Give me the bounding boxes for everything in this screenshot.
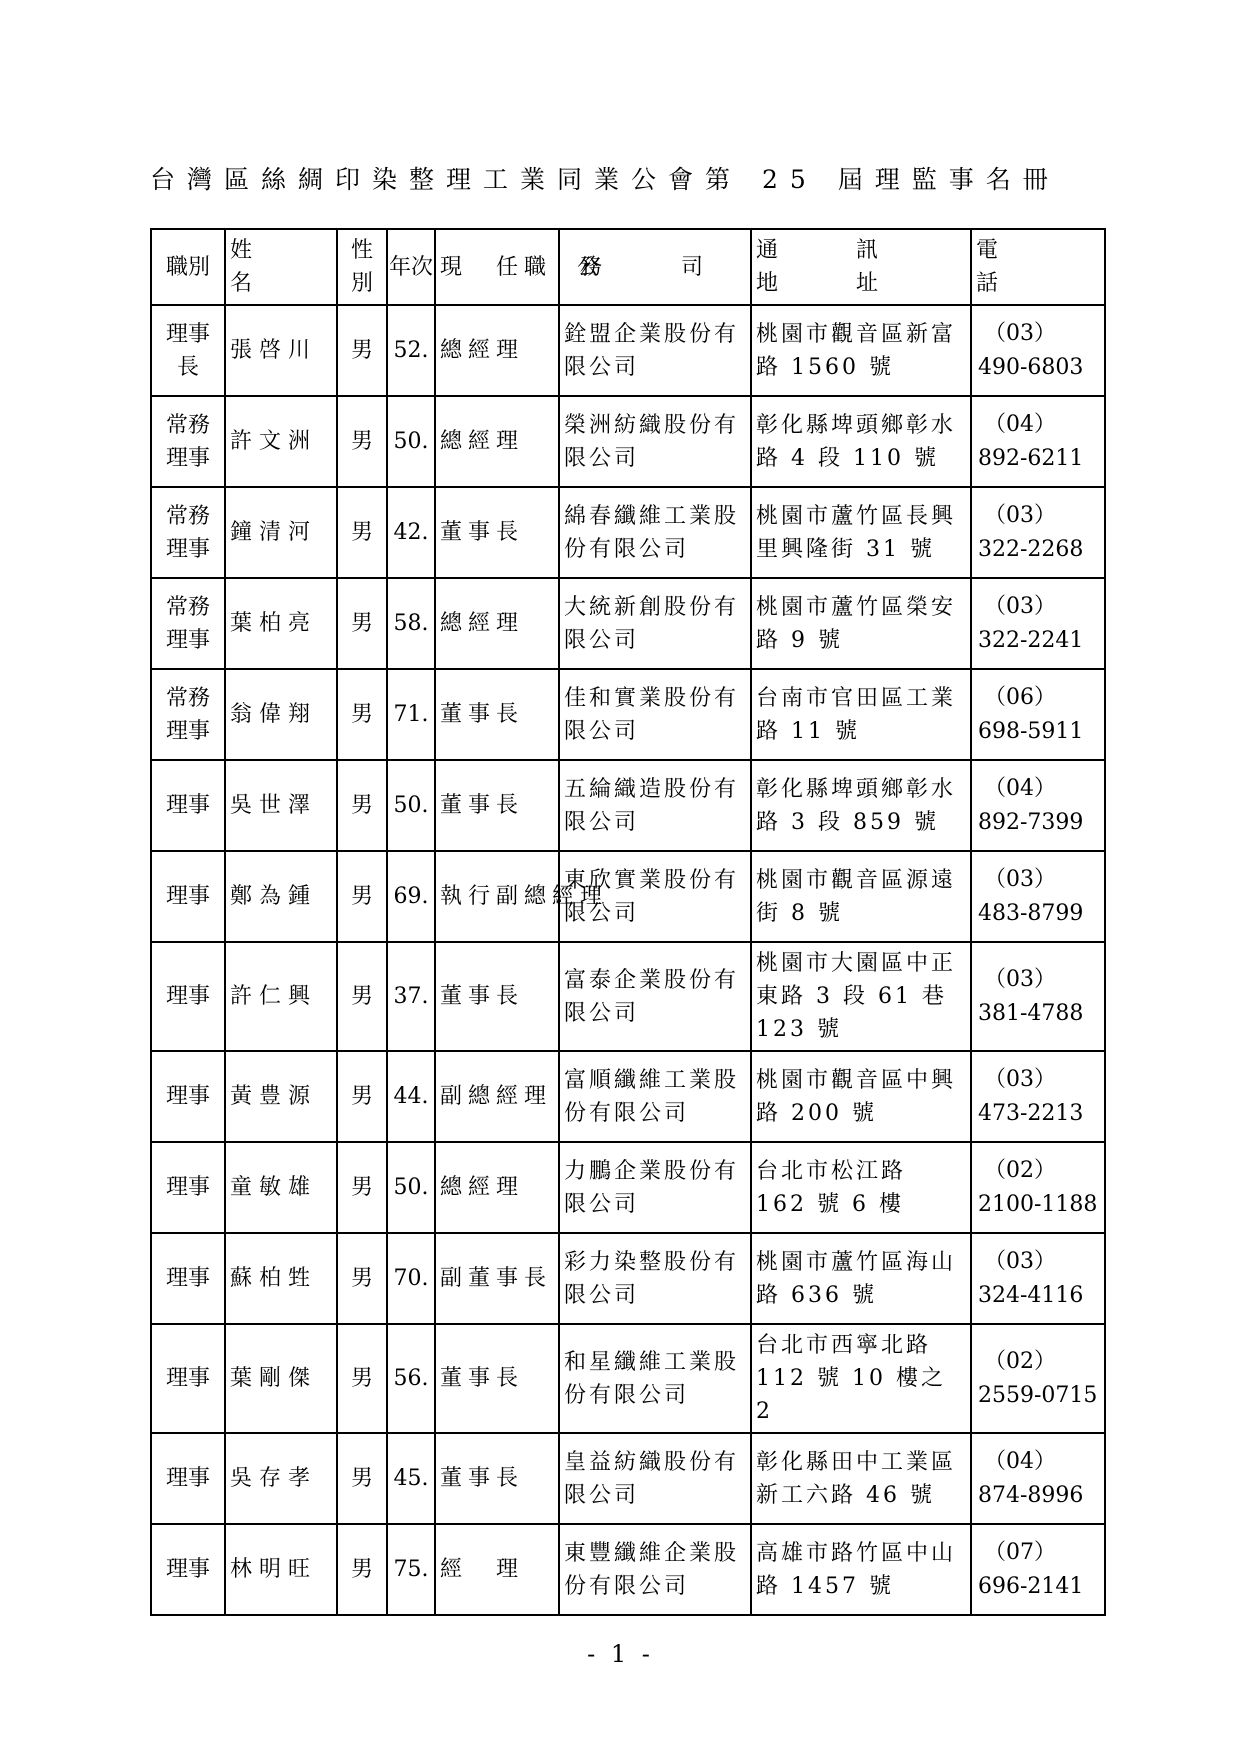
table-row (151, 1433, 1105, 1524)
cell-phone (971, 305, 1105, 396)
cell-role: 理事 (151, 851, 225, 942)
cell-position: 董事長 (435, 1433, 559, 1524)
phone-number: 2559-0715 (978, 1382, 1098, 1408)
header-sex: 性別 (337, 229, 387, 305)
cell-address: 桃園市觀音區新富路 1560 號 (751, 305, 971, 396)
cell-sex: 男 (337, 1324, 387, 1433)
phone-number: 698-5911 (978, 718, 1084, 744)
cell-address: 桃園市蘆竹區長興里興隆街 31 號 (751, 487, 971, 578)
phone-area-code: （04） (984, 1448, 1056, 1474)
cell-position: 董事長 (435, 760, 559, 851)
cell-phone (971, 396, 1105, 487)
cell-company: 皇益紡織股份有限公司 (559, 1433, 751, 1524)
table-row (151, 578, 1105, 669)
cell-position: 總經理 (435, 305, 559, 396)
cell-address: 高雄市路竹區中山路 1457 號 (751, 1524, 971, 1615)
cell-position: 董事長 (435, 669, 559, 760)
cell-age: 71. (387, 669, 435, 760)
cell-company: 榮洲紡織股份有限公司 (559, 396, 751, 487)
cell-name: 吳存孝 (225, 1433, 337, 1524)
cell-sex: 男 (337, 1433, 387, 1524)
cell-sex: 男 (337, 396, 387, 487)
phone-area-code: （06） (984, 684, 1056, 710)
phone-area-code: （07） (984, 1539, 1056, 1565)
cell-address: 彰化縣埤頭鄉彰水路 4 段 110 號 (751, 396, 971, 487)
table-row (151, 851, 1105, 942)
cell-phone (971, 578, 1105, 669)
cell-position: 經 理 (435, 1524, 559, 1615)
phone-number: 2100-1188 (978, 1191, 1098, 1217)
cell-sex: 男 (337, 669, 387, 760)
cell-age: 50. (387, 760, 435, 851)
cell-company: 彩力染整股份有限公司 (559, 1233, 751, 1324)
cell-age: 56. (387, 1324, 435, 1433)
cell-name: 葉柏亮 (225, 578, 337, 669)
phone-number: 892-6211 (978, 445, 1084, 471)
cell-name: 林明旺 (225, 1524, 337, 1615)
cell-name: 許仁興 (225, 942, 337, 1051)
table-row (151, 396, 1105, 487)
phone-area-code: （03） (984, 1248, 1056, 1274)
page-number: - 1 - (587, 1640, 654, 1668)
cell-address: 桃園市蘆竹區榮安路 9 號 (751, 578, 971, 669)
cell-phone (971, 1433, 1105, 1524)
cell-age: 75. (387, 1524, 435, 1615)
cell-position: 總經理 (435, 578, 559, 669)
cell-sex: 男 (337, 942, 387, 1051)
cell-company: 東欣實業股份有限公司 (559, 851, 751, 942)
phone-number: 892-7399 (978, 809, 1084, 835)
cell-age: 52. (387, 305, 435, 396)
cell-role: 常務理事 (151, 396, 225, 487)
phone-area-code: （02） (984, 1348, 1056, 1374)
cell-company: 和星纖維工業股份有限公司 (559, 1324, 751, 1433)
cell-age: 50. (387, 396, 435, 487)
table-row (151, 942, 1105, 1051)
cell-position: 副董事長 (435, 1233, 559, 1324)
phone-number: 322-2268 (978, 536, 1084, 562)
header-address: 通 訊 地 址 (751, 229, 971, 305)
cell-role: 理事長 (151, 305, 225, 396)
cell-position: 總經理 (435, 1142, 559, 1233)
cell-phone (971, 1324, 1105, 1433)
cell-sex: 男 (337, 578, 387, 669)
cell-name: 蘇柏甡 (225, 1233, 337, 1324)
cell-position: 總經理 (435, 396, 559, 487)
table-row (151, 1233, 1105, 1324)
cell-role: 常務理事 (151, 487, 225, 578)
cell-sex: 男 (337, 1233, 387, 1324)
cell-company: 東豐纖維企業股份有限公司 (559, 1524, 751, 1615)
cell-address: 台北市西寧北路 112 號 10 樓之 2 (751, 1324, 971, 1433)
phone-area-code: （03） (984, 1066, 1056, 1092)
cell-phone (971, 942, 1105, 1051)
cell-phone (971, 760, 1105, 851)
table-row (151, 1324, 1105, 1433)
phone-area-code: （03） (984, 593, 1056, 619)
phone-number: 874-8996 (978, 1482, 1084, 1508)
cell-sex: 男 (337, 851, 387, 942)
cell-address: 彰化縣埤頭鄉彰水路 3 段 859 號 (751, 760, 971, 851)
cell-address: 台北市松江路 162 號 6 樓 (751, 1142, 971, 1233)
header-company: 公 司 (559, 229, 751, 305)
table-row (151, 1524, 1105, 1615)
cell-address: 彰化縣田中工業區新工六路 46 號 (751, 1433, 971, 1524)
cell-name: 鄭為鍾 (225, 851, 337, 942)
cell-address: 台南市官田區工業路 11 號 (751, 669, 971, 760)
cell-sex: 男 (337, 487, 387, 578)
cell-age: 37. (387, 942, 435, 1051)
cell-age: 50. (387, 1142, 435, 1233)
cell-address: 桃園市大園區中正東路 3 段 61 巷 123 號 (751, 942, 971, 1051)
cell-company: 富順纖維工業股份有限公司 (559, 1051, 751, 1142)
table-row (151, 1142, 1105, 1233)
cell-sex: 男 (337, 1051, 387, 1142)
phone-area-code: （03） (984, 502, 1056, 528)
cell-address: 桃園市蘆竹區海山路 636 號 (751, 1233, 971, 1324)
cell-name: 翁偉翔 (225, 669, 337, 760)
header-age: 年次 (387, 229, 435, 305)
phone-number: 381-4788 (978, 1000, 1084, 1026)
cell-company: 力鵬企業股份有限公司 (559, 1142, 751, 1233)
cell-position: 董事長 (435, 1324, 559, 1433)
cell-phone (971, 1233, 1105, 1324)
cell-age: 42. (387, 487, 435, 578)
cell-age: 44. (387, 1051, 435, 1142)
table-row (151, 760, 1105, 851)
phone-area-code: （03） (984, 866, 1056, 892)
cell-phone (971, 851, 1105, 942)
cell-age: 58. (387, 578, 435, 669)
cell-role: 常務理事 (151, 669, 225, 760)
table-row (151, 305, 1105, 396)
cell-role: 理事 (151, 760, 225, 851)
cell-name: 黃豊源 (225, 1051, 337, 1142)
cell-position: 執行副總經理 (435, 851, 559, 942)
directors-table (150, 228, 1121, 1616)
cell-role: 理事 (151, 1524, 225, 1615)
phone-number: 483-8799 (978, 900, 1084, 926)
cell-company: 銓盟企業股份有限公司 (559, 305, 751, 396)
cell-sex: 男 (337, 1524, 387, 1615)
header-phone: 電 話 (971, 229, 1105, 305)
table-row (151, 669, 1105, 760)
cell-age: 69. (387, 851, 435, 942)
cell-company: 大統新創股份有限公司 (559, 578, 751, 669)
cell-sex: 男 (337, 1142, 387, 1233)
cell-role: 理事 (151, 1051, 225, 1142)
phone-area-code: （03） (984, 320, 1056, 346)
cell-role: 理事 (151, 1142, 225, 1233)
cell-name: 許文洲 (225, 396, 337, 487)
cell-phone (971, 1051, 1105, 1142)
header-name: 姓 名 (225, 229, 337, 305)
cell-company: 五綸織造股份有限公司 (559, 760, 751, 851)
cell-position: 副總經理 (435, 1051, 559, 1142)
cell-role: 理事 (151, 1433, 225, 1524)
cell-company: 富泰企業股份有限公司 (559, 942, 751, 1051)
cell-address: 桃園市觀音區中興路 200 號 (751, 1051, 971, 1142)
table-row (151, 487, 1105, 578)
cell-age: 45. (387, 1433, 435, 1524)
cell-company: 綿春纖維工業股份有限公司 (559, 487, 751, 578)
table-row (151, 1051, 1105, 1142)
cell-company: 佳和實業股份有限公司 (559, 669, 751, 760)
cell-role: 理事 (151, 1324, 225, 1433)
cell-phone (971, 1142, 1105, 1233)
phone-number: 696-2141 (978, 1573, 1084, 1599)
header-role: 職別 (151, 229, 225, 305)
cell-phone (971, 669, 1105, 760)
phone-number: 490-6803 (978, 354, 1084, 380)
cell-age: 70. (387, 1233, 435, 1324)
phone-area-code: （04） (984, 775, 1056, 801)
cell-address: 桃園市觀音區源遠街 8 號 (751, 851, 971, 942)
cell-name: 童敏雄 (225, 1142, 337, 1233)
table-header-row (151, 229, 1105, 305)
cell-name: 鐘清河 (225, 487, 337, 578)
cell-phone (971, 487, 1105, 578)
phone-number: 473-2213 (978, 1100, 1084, 1126)
phone-number: 322-2241 (978, 627, 1084, 653)
phone-number: 324-4116 (978, 1282, 1084, 1308)
cell-sex: 男 (337, 760, 387, 851)
cell-role: 理事 (151, 1233, 225, 1324)
document-title: 台灣區絲綢印染整理工業同業公會第 25 屆理監事名冊 (150, 165, 1060, 194)
cell-position: 董事長 (435, 487, 559, 578)
cell-sex: 男 (337, 305, 387, 396)
cell-name: 吳世澤 (225, 760, 337, 851)
cell-role: 理事 (151, 942, 225, 1051)
phone-area-code: （04） (984, 411, 1056, 437)
cell-name: 葉剛傑 (225, 1324, 337, 1433)
cell-role: 常務理事 (151, 578, 225, 669)
cell-name: 張啓川 (225, 305, 337, 396)
phone-area-code: （02） (984, 1157, 1056, 1183)
phone-area-code: （03） (984, 966, 1056, 992)
cell-position: 董事長 (435, 942, 559, 1051)
header-position: 現 任職 務 (435, 229, 559, 305)
cell-phone (971, 1524, 1105, 1615)
